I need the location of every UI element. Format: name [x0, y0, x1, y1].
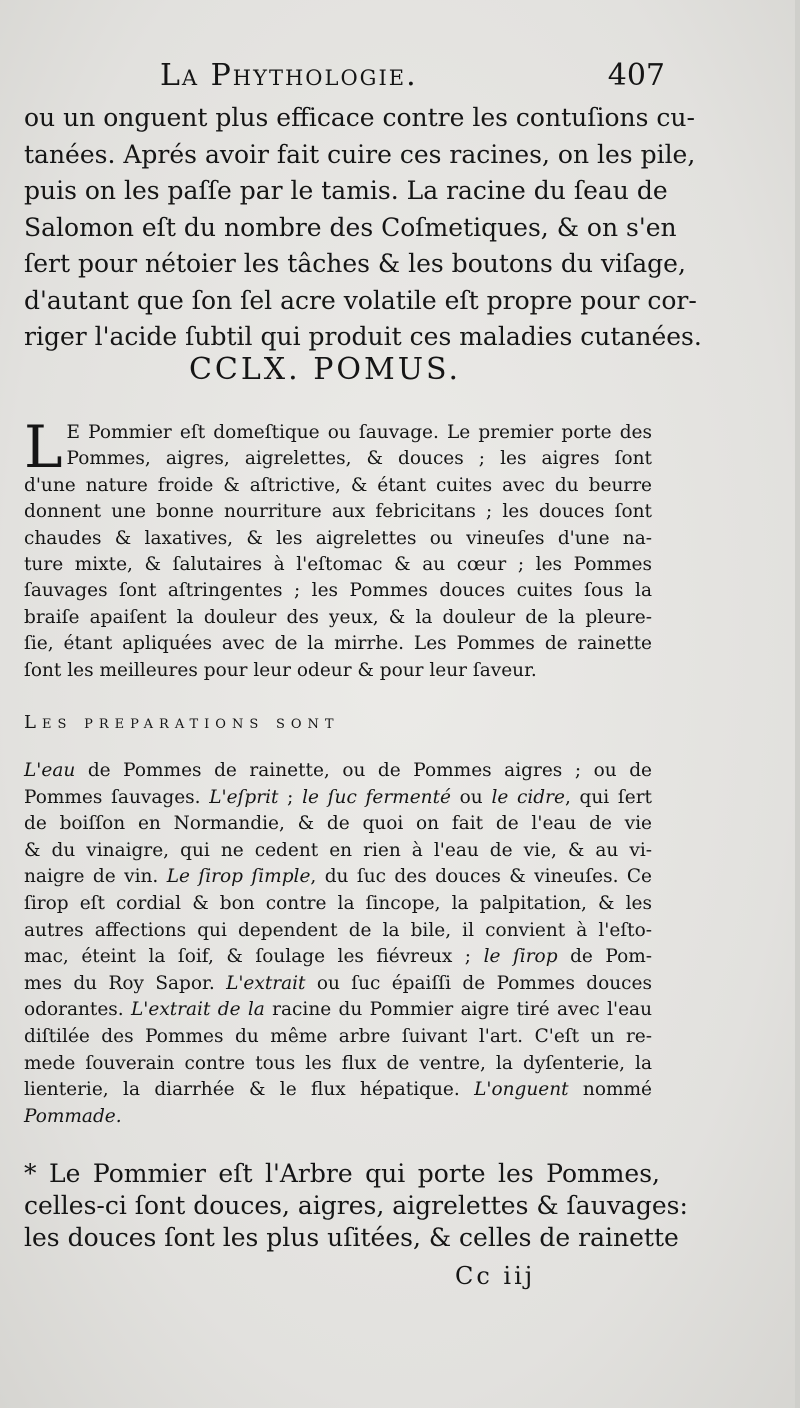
text-line: mac, éteint la ſoif, & ſoulage les fiévreux ; le ſirop de Pom- — [24, 946, 653, 968]
text-line: mes du Roy Sapor. L'extrait ou ſuc épaiſſi de Pommes douces — [24, 972, 652, 994]
page-header — [160, 58, 665, 100]
text-line: Pommade. — [24, 1105, 122, 1127]
text-line: * Le Pommier eſt l'Arbre qui porte les Pommes, — [24, 1159, 660, 1188]
text-line: autres affections qui dependent de la bile, il convient à l'eſto- — [24, 919, 652, 941]
text-line: odorantes. L'extrait de la racine du Pommier aigre tiré avec l'eau — [24, 999, 652, 1021]
text-line: tanées. Aprés avoir fait cuire ces racines, on les pile, — [24, 139, 696, 169]
page-edge — [795, 0, 800, 1408]
running-title: La Phythologie. — [160, 58, 418, 93]
drop-cap: L — [24, 413, 63, 481]
signature-mark: Cc iij — [455, 1262, 536, 1290]
text-line: Salomon eſt du nombre des Coſmetiques, & on s'en — [24, 212, 677, 242]
continued-paragraph — [24, 100, 702, 356]
section-title: CCLX. POMUS. — [188, 352, 462, 387]
text-line: Pommes, aigres, aigrelettes, & douces ; les aigres ſont — [66, 448, 652, 470]
text-line: d'une nature froide & aſtrictive, & étant cuites avec du beurre — [24, 474, 652, 496]
text-line: les douces ſont les plus uſitées, & celles de rainette — [24, 1223, 679, 1252]
text-line: donnent une bonne nourriture aux febricitans ; les douces ſont — [24, 501, 652, 523]
text-line: lienterie, la diarrhée & le flux hépatique. L'onguent nommé — [24, 1079, 653, 1101]
text-line: ſirop eſt cordial & bon contre la ſincope, la palpitation, & les — [24, 892, 652, 914]
text-line: ture mixte, & ſalutaires à l'eſtomac & au cœur ; les Pommes — [24, 554, 652, 576]
pomus-description — [24, 413, 652, 684]
text-line: chaudes & laxatives, & les aigrelettes ou vineuſes d'une na- — [24, 527, 652, 549]
text-line: puis on les paſſe par le tamis. La racine du ſeau de — [24, 176, 668, 205]
text-line: diſtilée des Pommes du même arbre ſuivant l'art. C'eſt un re- — [24, 1025, 652, 1047]
text-line: de boiſſon en Normandie, & de quoi on fait de l'eau de vie — [24, 813, 652, 835]
text-line: E Pommier eſt domeſtique ou ſauvage. Le premier porte des — [66, 422, 652, 443]
text-line: ſie, étant apliquées avec de la mirrhe. Les Pommes de rainette — [24, 633, 652, 655]
text-line: mede ſouverain contre tous les flux de ventre, la dyſenterie, la — [24, 1052, 652, 1074]
text-line: & du vinaigre, qui ne cedent en rien à l'eau de vie, & au vi- — [24, 839, 652, 861]
text-line: riger l'acide ſubtil qui produit ces maladies cutanées. — [24, 322, 702, 351]
text-line: celles-ci ſont douces, aigres, aigrelettes & ſauvages: — [24, 1191, 688, 1220]
text-line: braiſe apaiſent la douleur des yeux, & la douleur de la pleure- — [24, 606, 652, 628]
preparations-heading: Les preparations sont — [24, 712, 340, 733]
text-line: L'eau de Pommes de rainette, ou de Pommes aigres ; ou de — [24, 760, 652, 781]
footnote-paragraph — [24, 1158, 688, 1254]
text-line: ſont les meilleures pour leur odeur & pour leur ſaveur. — [24, 659, 537, 681]
text-line: ſert pour nétoier les tâches & les boutons du viſage, — [24, 249, 686, 278]
text-line: Pommes ſauvages. L'eſprit ; le ſuc fermenté ou le cidre, qui ſert — [24, 786, 652, 808]
text-line: ou un onguent plus efficace contre les contuſions cu- — [24, 103, 695, 132]
preparations-paragraph — [24, 758, 652, 1130]
page-number: 407 — [607, 58, 665, 93]
text-line: naigre de vin. Le ſirop ſimple, du ſuc des douces & vineuſes. Ce — [24, 866, 652, 888]
text-line: d'autant que ſon ſel acre volatile eſt propre pour cor- — [24, 285, 697, 315]
text-line: ſauvages ſont aſtringentes ; les Pommes douces cuites ſous la — [24, 580, 652, 602]
